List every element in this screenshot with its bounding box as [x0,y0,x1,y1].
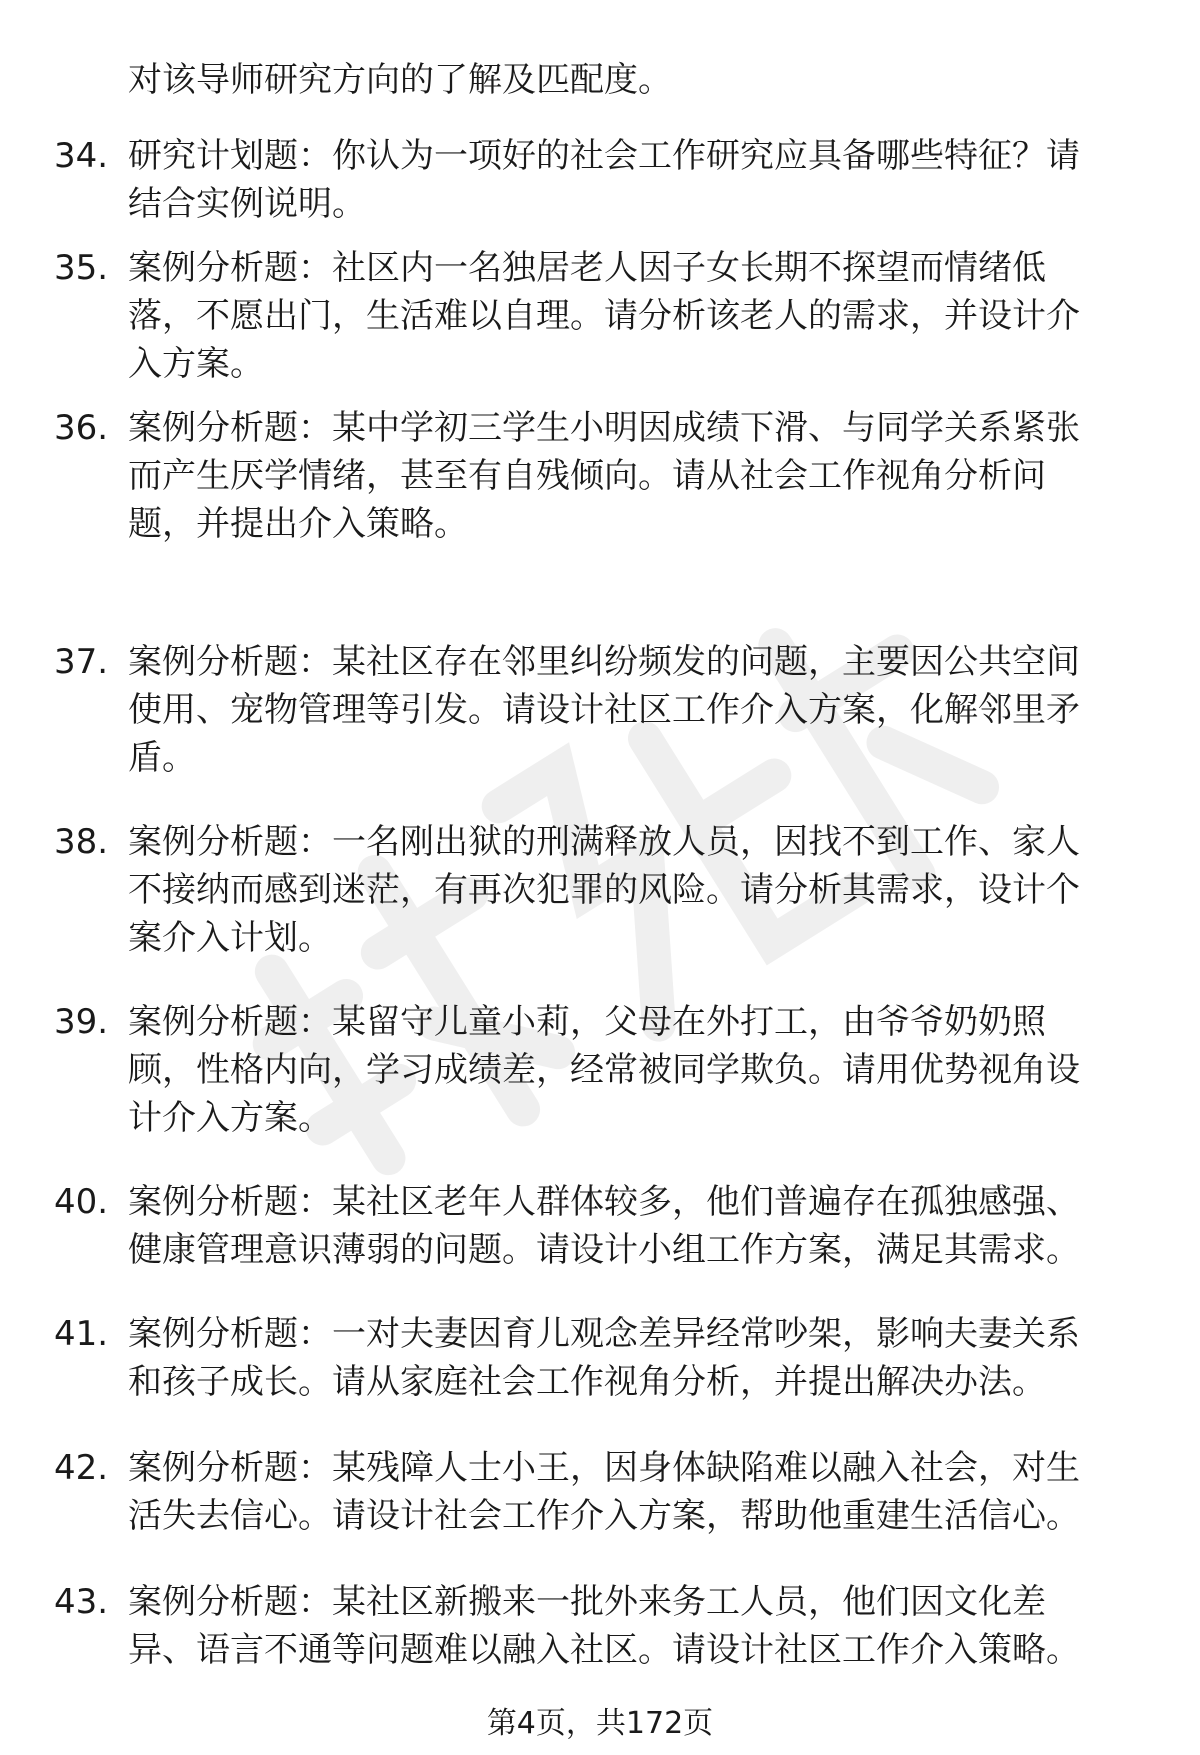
continuation-text: 对该导师研究方向的了解及匹配度。 [128,60,672,100]
question-number: 35. [54,248,109,288]
question-number: 42. [54,1448,109,1488]
question-item [54,638,1144,782]
question-item [54,1444,1144,1540]
question-number: 43. [54,1582,109,1622]
question-text: 案例分析题：某留守儿童小莉，父母在外打工，由爷爷奶奶照 顾，性格内向，学习成绩差，经常被同学欺负。请用优势视角设 计介入方案。 [128,1002,1080,1138]
question-number: 37. [54,642,109,682]
question-number: 38. [54,822,109,862]
question-item [54,244,1144,388]
question-item [54,1578,1144,1674]
page-footer: 第4页，共172页 [486,1706,714,1741]
question-number: 34. [54,136,109,176]
question-number: 39. [54,1002,109,1042]
question-number: 41. [54,1314,109,1354]
question-text: 案例分析题：某社区老年人群体较多，他们普遍存在孤独感强、 健康管理意识薄弱的问题。请设计小组工作方案，满足其需求。 [128,1182,1080,1270]
question-item [54,1310,1144,1406]
question-text: 研究计划题：你认为一项好的社会工作研究应具备哪些特征？请 结合实例说明。 [128,136,1080,224]
question-text: 案例分析题：一名刚出狱的刑满释放人员，因找不到工作、家人 不接纳而感到迷茫，有再次犯罪的风险。请分析其需求，设计个 案介入计划。 [128,822,1080,958]
question-text: 案例分析题：社区内一名独居老人因子女长期不探望而情绪低 落，不愿出门，生活难以自理。请分析该老人的需求，并设计介 入方案。 [128,248,1080,384]
question-text: 案例分析题：某社区存在邻里纠纷频发的问题，主要因公共空间 使用、宠物管理等引发。请设计社区工作介入方案，化解邻里矛 盾。 [128,642,1080,778]
question-number: 40. [54,1182,109,1222]
question-number: 36. [54,408,109,448]
question-text: 案例分析题：某中学初三学生小明因成绩下滑、与同学关系紧张 而产生厌学情绪，甚至有自残倾向。请从社会工作视角分析问 题，并提出介入策略。 [128,408,1080,544]
question-item [54,1178,1144,1274]
question-text: 案例分析题：某社区新搬来一批外来务工人员，他们因文化差 异、语言不通等问题难以融入社区。请设计社区工作介入策略。 [128,1582,1080,1670]
question-text: 案例分析题：一对夫妻因育儿观念差异经常吵架，影响夫妻关系 和孩子成长。请从家庭社会工作视角分析，并提出解决办法。 [128,1314,1080,1402]
question-item [54,998,1144,1142]
question-text: 案例分析题：某残障人士小王，因身体缺陷难以融入社会，对生 活失去信心。请设计社会工作介入方案，帮助他重建生活信心。 [128,1448,1080,1536]
question-item [54,818,1144,962]
question-item [54,404,1144,548]
question-item [54,132,1144,228]
